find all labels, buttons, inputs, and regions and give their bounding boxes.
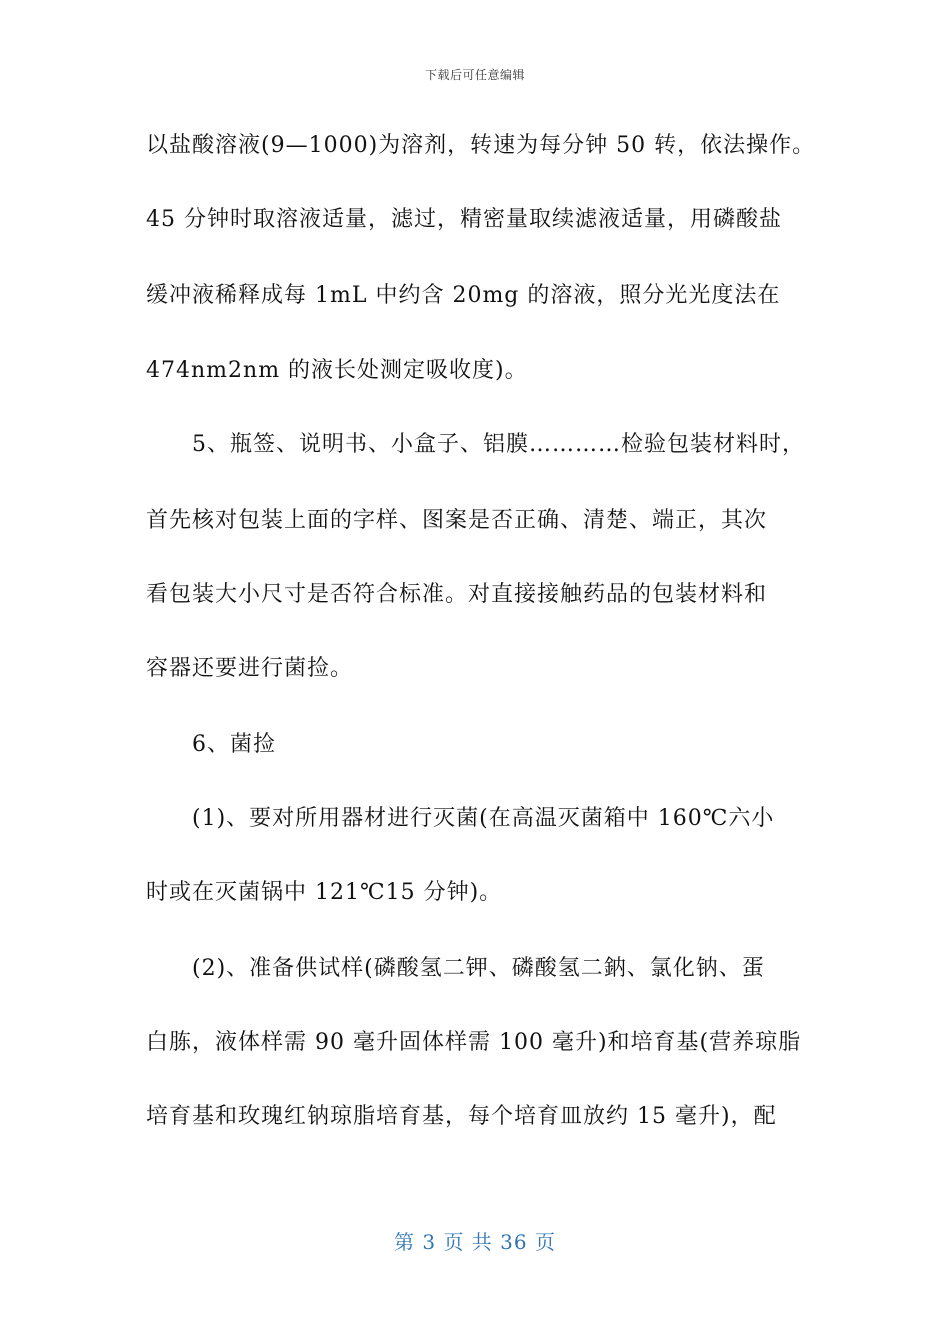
body-line-12: (2)、准备供试样(磷酸氢二钾、磷酸氢二鈉、氯化钠、蛋 xyxy=(192,956,765,981)
body-line-11: 时或在灭菌锅中 121℃15 分钟)。 xyxy=(146,880,503,905)
body-line-2: 45 分钟时取溶液适量，滤过，精密量取续滤液适量，用磷酸盐 xyxy=(146,207,782,232)
body-line-10: (1)、要对所用器材进行灭菌(在高温灭菌箱中 160℃六小 xyxy=(192,806,775,831)
body-line-5: 5、瓶签、说明书、小盒子、铝膜…………检验包装材料时， xyxy=(192,432,805,457)
body-line-6: 首先核对包装上面的字样、图案是否正确、清楚、端正，其次 xyxy=(146,508,768,533)
body-line-4: 474nm2nm 的液长处测定吸收度)。 xyxy=(146,358,528,383)
body-line-3: 缓冲液稀释成每 1mL 中约含 20mg 的溶液，照分光光度法在 xyxy=(146,283,781,308)
body-line-13: 白胨，液体样需 90 毫升固体样需 100 毫升)和培育基(营养琼脂 xyxy=(146,1030,802,1055)
section-heading: 6、菌捡 xyxy=(192,732,276,757)
body-line-7: 看包装大小尺寸是否符合标准。对直接接触药品的包装材料和 xyxy=(146,582,768,607)
header-note: 下载后可任意编辑 xyxy=(424,68,525,82)
body-line-8: 容器还要进行菌捡。 xyxy=(146,656,354,681)
body-line-1: 以盐酸溶液(9—1000)为溶剂，转速为每分钟 50 转，依法操作。 xyxy=(146,133,816,158)
page-number: 第 3 页 共 36 页 xyxy=(394,1230,556,1254)
body-line-14: 培育基和玫瑰红钠琼脂培育基，每个培育皿放约 15 毫升)，配 xyxy=(146,1104,777,1129)
